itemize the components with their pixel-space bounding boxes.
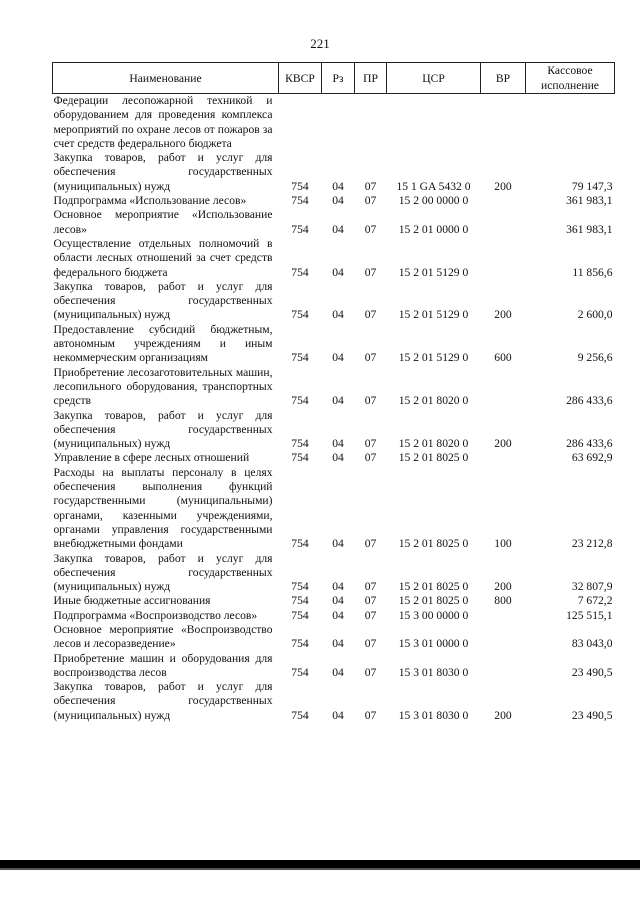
cell-pr: 07	[364, 665, 377, 679]
cell-kvsr: 754	[291, 580, 309, 594]
cell-csr: 15 1 GA 5432 0	[396, 179, 471, 193]
cell-csr: 15 3 01 8030 0	[398, 708, 469, 722]
table-row	[53, 623, 615, 652]
cell-vr: 200	[494, 308, 512, 322]
cell-pr: 07	[364, 708, 377, 722]
cell-sum: 11 856,6	[572, 265, 613, 279]
scan-edge-shadow	[0, 868, 640, 870]
cell-csr: 15 2 00 0000 0	[398, 194, 469, 208]
cell-sum: 32 807,9	[571, 580, 613, 594]
cell-sum: 23 490,5	[571, 708, 613, 722]
cell-pr: 07	[364, 265, 377, 279]
cell-rz: 04	[332, 580, 344, 594]
cell-kvsr: 754	[291, 194, 309, 208]
cell-kvsr: 754	[291, 637, 309, 651]
cell-vr	[481, 237, 526, 280]
cell-vr: 200	[494, 708, 512, 722]
cell-vr	[481, 609, 526, 623]
cell-rz: 04	[332, 265, 344, 279]
cell-name: Приобретение машин и оборудования для воспроизводства лесов	[53, 651, 273, 679]
cell-vr	[481, 652, 526, 681]
cell-sum: 286 433,6	[566, 437, 613, 451]
cell-name: Осуществление отдельных полномочий в области лесных отношений за счет средств федерального бюджета	[53, 236, 273, 279]
table-row	[53, 194, 615, 208]
cell-rz: 04	[332, 194, 344, 208]
cell-kvsr: 754	[291, 437, 309, 451]
cell-name: Подпрограмма «Использование лесов»	[53, 194, 247, 208]
cell-name: Расходы на выплаты персоналу в целях обеспечения выполнения функций государственными (муниципальными) органами, казенными учреждениями, органами управления государственными внебюджетными фондами	[53, 465, 273, 551]
cell-name: Закупка товаров, работ и услуг для обеспечения государственных (муниципальных) нужд	[53, 551, 273, 594]
cell-sum: 23 212,8	[571, 537, 613, 551]
table-row	[53, 594, 615, 608]
cell-name: Закупка товаров, работ и услуг для обеспечения государственных (муниципальных) нужд	[53, 151, 273, 193]
cell-rz: 04	[332, 308, 344, 322]
cell-pr: 07	[364, 179, 377, 193]
cell-vr	[481, 194, 526, 208]
cell-vr	[481, 208, 526, 237]
scan-edge-bar	[0, 860, 640, 868]
cell-name: Иные бюджетные ассигнования	[53, 594, 211, 608]
cell-rz	[322, 94, 355, 152]
cell-sum: 361 983,1	[566, 194, 613, 208]
cell-rz: 04	[332, 608, 344, 622]
cell-csr: 15 2 01 8020 0	[398, 437, 469, 451]
cell-vr: 200	[494, 179, 512, 193]
cell-csr: 15 2 01 8025 0	[398, 451, 469, 465]
table-row	[53, 409, 615, 452]
cell-rz: 04	[332, 437, 344, 451]
cell-csr: 15 3 01 8030 0	[398, 665, 469, 679]
cell-sum	[526, 94, 615, 152]
page-number: 221	[310, 36, 330, 51]
cell-kvsr: 754	[291, 351, 309, 365]
table-row	[53, 609, 615, 623]
table-row	[53, 151, 615, 194]
cell-sum: 23 490,5	[571, 665, 613, 679]
cell-kvsr: 754	[291, 222, 309, 236]
cell-sum: 286 433,6	[566, 394, 613, 408]
cell-name: Закупка товаров, работ и услуг для обеспечения государственных (муниципальных) нужд	[53, 680, 273, 722]
cell-pr	[355, 94, 387, 152]
header-name: Наименование	[53, 63, 279, 94]
cell-vr: 200	[494, 580, 512, 594]
cell-kvsr: 754	[291, 708, 309, 722]
table-row	[53, 466, 615, 552]
cell-kvsr: 754	[291, 537, 309, 551]
cell-vr	[481, 623, 526, 652]
cell-kvsr: 754	[291, 179, 309, 193]
cell-csr: 15 3 00 0000 0	[398, 608, 469, 622]
cell-sum: 125 515,1	[566, 608, 613, 622]
header-vr: ВР	[481, 63, 526, 94]
cell-pr: 07	[364, 537, 377, 551]
cell-csr: 15 2 01 8025 0	[398, 594, 469, 608]
cell-rz: 04	[332, 451, 344, 465]
cell-sum: 361 983,1	[566, 222, 613, 236]
cell-pr: 07	[364, 437, 377, 451]
cell-kvsr: 754	[291, 265, 309, 279]
cell-pr: 07	[364, 594, 377, 608]
table-row	[53, 208, 615, 237]
cell-rz: 04	[332, 708, 344, 722]
header-rz: Рз	[322, 63, 355, 94]
cell-vr	[481, 366, 526, 409]
cell-pr: 07	[364, 451, 377, 465]
cell-pr: 07	[364, 194, 377, 208]
cell-name: Основное мероприятие «Воспроизводство лесов и лесоразведение»	[53, 622, 273, 651]
cell-vr: 600	[494, 351, 512, 365]
cell-rz: 04	[332, 222, 344, 236]
cell-rz: 04	[332, 537, 344, 551]
cell-csr	[387, 94, 481, 152]
table-row	[53, 552, 615, 595]
cell-pr: 07	[364, 351, 377, 365]
cell-sum: 63 692,9	[571, 451, 613, 465]
table-row	[53, 680, 615, 723]
cell-csr: 15 3 01 0000 0	[398, 637, 469, 651]
cell-name: Управление в сфере лесных отношений	[53, 451, 250, 465]
cell-vr	[481, 94, 526, 152]
cell-csr: 15 2 01 5129 0	[398, 265, 469, 279]
cell-rz: 04	[332, 351, 344, 365]
table-row	[53, 366, 615, 409]
cell-vr: 100	[494, 537, 512, 551]
cell-csr: 15 2 01 5129 0	[398, 308, 469, 322]
table-row	[53, 451, 615, 465]
header-sum: Кассовое исполнение	[526, 63, 615, 94]
cell-pr: 07	[364, 308, 377, 322]
table-row	[53, 237, 615, 280]
cell-kvsr	[279, 94, 322, 152]
cell-csr: 15 2 01 8025 0	[398, 537, 469, 551]
cell-sum: 83 043,0	[571, 637, 613, 651]
cell-kvsr: 754	[291, 394, 309, 408]
cell-csr: 15 2 01 5129 0	[398, 351, 469, 365]
header-kvsr: КВСР	[279, 63, 322, 94]
cell-kvsr: 754	[291, 594, 309, 608]
table-row	[53, 94, 615, 152]
cell-pr: 07	[364, 637, 377, 651]
cell-csr: 15 2 01 0000 0	[398, 222, 469, 236]
cell-pr: 07	[364, 394, 377, 408]
cell-name: Приобретение лесозаготовительных машин, лесопильного оборудования, транспортных средств	[53, 365, 273, 408]
cell-name: Основное мероприятие «Использование лесов»	[53, 208, 273, 236]
cell-kvsr: 754	[291, 608, 309, 622]
cell-name: Подпрограмма «Воспроизводство лесов»	[53, 608, 258, 622]
cell-rz: 04	[332, 394, 344, 408]
cell-rz: 04	[332, 594, 344, 608]
cell-csr: 15 2 01 8025 0	[398, 580, 469, 594]
budget-table	[52, 62, 615, 723]
header-csr: ЦСР	[387, 63, 481, 94]
cell-name: Предоставление субсидий бюджетным, автономным учреждениям и иным некоммерческим организациям	[53, 322, 273, 365]
cell-pr: 07	[364, 608, 377, 622]
cell-kvsr: 754	[291, 451, 309, 465]
cell-vr: 800	[494, 594, 512, 608]
cell-name: Федерации лесопожарной техникой и оборудованием для проведения комплекса мероприятий по охране лесов от пожаров за счет средств федерального бюджета	[53, 94, 273, 150]
cell-sum: 2 600,0	[577, 308, 613, 322]
cell-kvsr: 754	[291, 308, 309, 322]
cell-name: Закупка товаров, работ и услуг для обеспечения государственных (муниципальных) нужд	[53, 408, 273, 451]
cell-vr	[481, 451, 526, 465]
cell-pr: 07	[364, 222, 377, 236]
cell-rz: 04	[332, 665, 344, 679]
table-body	[53, 94, 615, 724]
table-row	[53, 280, 615, 323]
header-pr: ПР	[355, 63, 387, 94]
cell-sum: 79 147,3	[571, 179, 613, 193]
cell-rz: 04	[332, 637, 344, 651]
table-row	[53, 323, 615, 366]
table-row	[53, 652, 615, 681]
cell-csr: 15 2 01 8020 0	[398, 394, 469, 408]
cell-sum: 9 256,6	[577, 351, 613, 365]
table-header	[53, 63, 615, 94]
cell-kvsr: 754	[291, 665, 309, 679]
cell-pr: 07	[364, 580, 377, 594]
cell-sum: 7 672,2	[577, 594, 613, 608]
cell-name: Закупка товаров, работ и услуг для обеспечения государственных (муниципальных) нужд	[53, 279, 273, 322]
cell-rz: 04	[332, 179, 344, 193]
cell-vr: 200	[494, 437, 512, 451]
